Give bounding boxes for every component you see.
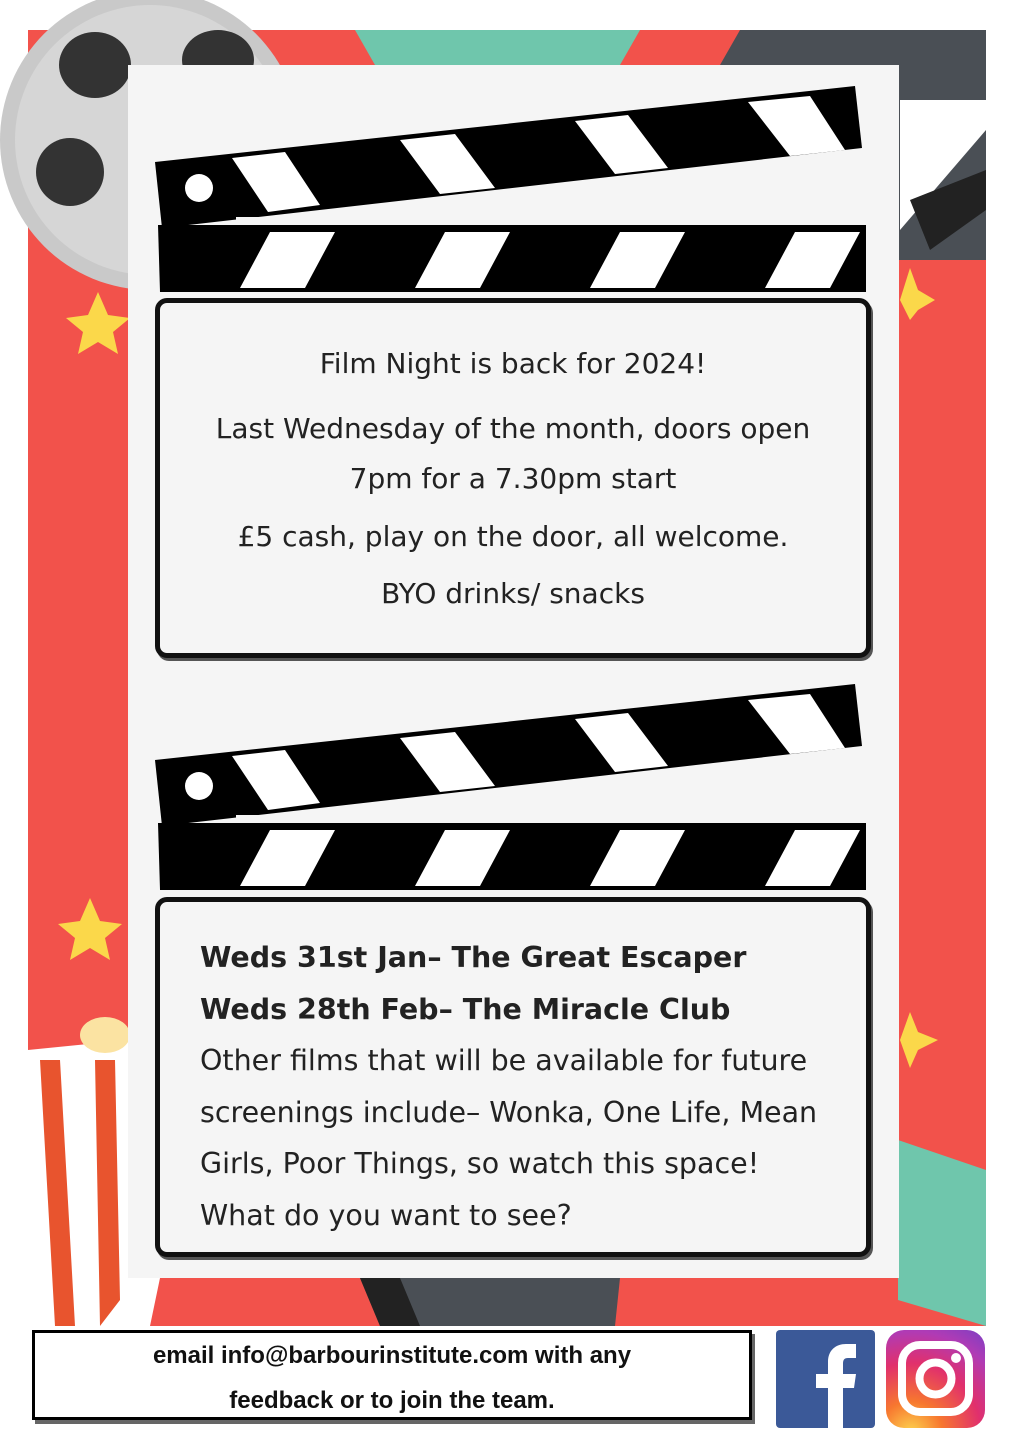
clapperboard-bottom-icon [155,684,866,890]
headline: Film Night is back for 2024! [319,347,707,380]
facebook-icon[interactable] [776,1330,875,1428]
future-text: screenings include– Wonka, One Life, Mean [200,1095,818,1129]
contact-footer [32,1330,752,1420]
intro-box [155,298,871,658]
contact-line-1: email info@barbourinstitute.com with any [152,1342,632,1369]
screenings-box [155,897,871,1257]
screening-item: Weds 28th Feb– The Miracle Club [200,992,731,1026]
contact-line-2: feedback or to join the team. [229,1387,555,1414]
schedule-line-2: 7pm for a 7.30pm start [349,462,677,495]
clapperboard-top-icon [155,86,866,292]
schedule-line-1: Last Wednesday of the month, doors open [215,412,811,445]
instagram-icon[interactable] [886,1330,985,1428]
future-text: Other films that will be available for future [200,1044,808,1077]
price-text: £5 cash, play on the door, all welcome. [237,520,789,553]
screening-item: Weds 31st Jan– The Great Escaper [200,941,747,974]
future-text: What do you want to see? [200,1198,572,1232]
byo-text: BYO drinks/ snacks [381,577,645,610]
future-text: Girls, Poor Things, so watch this space! [200,1147,760,1180]
